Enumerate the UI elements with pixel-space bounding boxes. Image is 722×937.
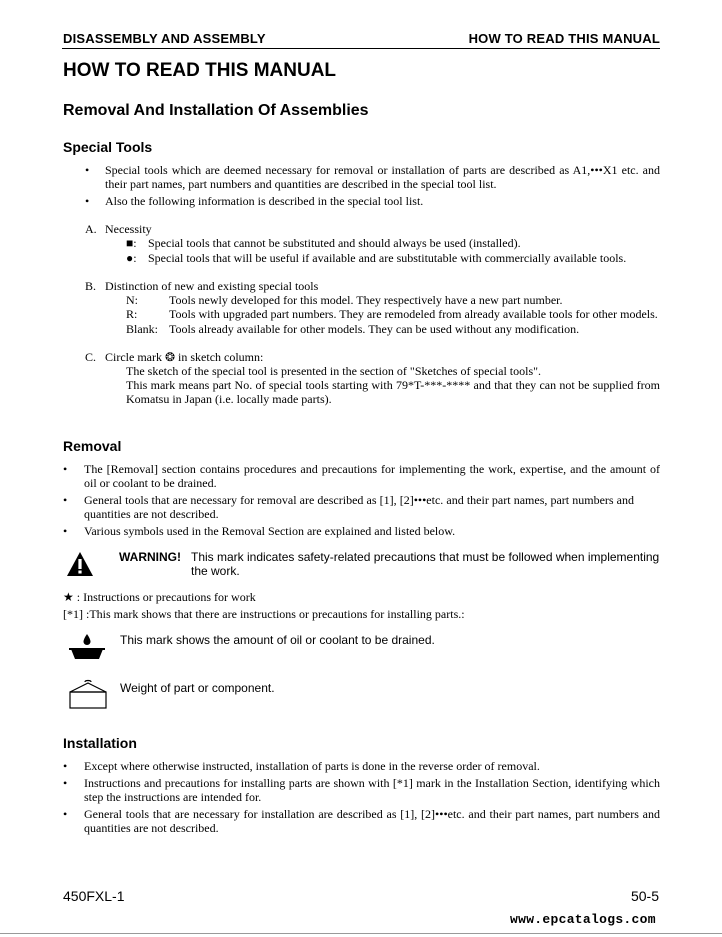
special-tools-bullet-2: Also the following information is described in the special tool list. — [105, 194, 424, 208]
ref-line: [*1] :This mark shows that there are instructions or precautions for installing parts.: — [63, 607, 465, 621]
bullet-marker: • — [85, 194, 90, 208]
star-line: ★ : Instructions or precautions for work — [63, 590, 256, 604]
bullet-marker: • — [63, 462, 68, 476]
installation-bullet-2: Instructions and precautions for installing parts are shown with [*1] mark in the Installation Section, identifying which step the instructions are intended for. — [84, 776, 660, 804]
square-mark-icon: ■: — [126, 236, 137, 250]
oil-drain-text: This mark shows the amount of oil or coolant to be drained. — [120, 633, 435, 647]
bullet-marker: • — [63, 807, 68, 821]
warning-triangle-icon — [66, 551, 94, 577]
distinction-key: N: — [126, 293, 138, 307]
installation-bullet-1: Except where otherwise instructed, installation of parts is done in the reverse order of removal. — [84, 759, 540, 773]
distinction-item: Tools with upgraded part numbers. They are remodeled from already available tools for other models. — [169, 307, 658, 321]
bullet-marker: • — [63, 759, 68, 773]
header-right: HOW TO READ THIS MANUAL — [468, 31, 660, 46]
warning-label: WARNING! — [119, 550, 181, 564]
distinction-label: Distinction of new and existing special tools — [105, 279, 319, 293]
distinction-item: Tools newly developed for this model. They respectively have a new part number. — [169, 293, 563, 307]
bullet-marker: • — [63, 776, 68, 790]
weight-icon — [68, 678, 108, 710]
circle-mark-line-1: The sketch of the special tool is presented in the section of "Sketches of special tools". — [126, 364, 542, 378]
warning-text: This mark indicates safety-related precautions that must be followed when implementing the work. — [191, 550, 660, 578]
distinction-item: Tools already available for other models. They can be used without any modification. — [169, 322, 580, 336]
circle-mark-icon: ●: — [126, 251, 137, 265]
section-title: Removal And Installation Of Assemblies — [63, 102, 369, 119]
necessity-item: Special tools that cannot be substituted and should always be used (installed). — [148, 236, 521, 250]
necessity-item: Special tools that will be useful if available and are substitutable with commercially available tools. — [148, 251, 627, 265]
header-left: DISASSEMBLY AND ASSEMBLY — [63, 31, 266, 46]
removal-bullet-2: General tools that are necessary for removal are described as [1], [2]•••etc. and their part names, part numbers and quantities are not described. — [84, 493, 634, 521]
removal-bullet-3: Various symbols used in the Removal Section are explained and listed below. — [84, 524, 456, 538]
bullet-marker: • — [63, 493, 68, 507]
special-tools-bullet-1: Special tools which are deemed necessary for removal or installation of parts are described as A1,•••X1 etc. and their part names, part numbers and quantities are described in the special tool list. — [105, 163, 660, 191]
page-title: HOW TO READ THIS MANUAL — [63, 60, 337, 81]
distinction-key: R: — [126, 307, 138, 321]
removal-heading: Removal — [63, 438, 122, 454]
header-rule — [62, 48, 660, 49]
oil-drain-icon — [68, 632, 106, 662]
bottom-rule — [0, 933, 722, 934]
removal-bullet-1: The [Removal] section contains procedures and precautions for implementing the work, expertise, and the amount of oil or coolant to be drained. — [84, 462, 660, 490]
weight-text: Weight of part or component. — [120, 681, 275, 695]
special-tools-heading: Special Tools — [63, 139, 153, 155]
list-marker-a: A. — [85, 222, 97, 236]
list-marker-b: B. — [85, 279, 97, 293]
watermark-link[interactable]: www.epcatalogs.com — [510, 912, 656, 927]
bullet-marker: • — [63, 524, 68, 538]
distinction-key: Blank: — [126, 322, 158, 336]
footer-page-number: 50-5 — [630, 888, 659, 904]
bullet-marker: • — [85, 163, 90, 177]
necessity-label: Necessity — [105, 222, 152, 236]
installation-bullet-3: General tools that are necessary for installation are described as [1], [2]•••etc. and their part names, part numbers and quantities are not described. — [84, 807, 660, 835]
footer-model: 450FXL-1 — [63, 888, 125, 904]
circle-mark-line-2: This mark means part No. of special tools starting with 79*T-***-**** and that they can not be supplied from Komatsu in Japan (i.e. locally made parts). — [126, 378, 660, 406]
list-marker-c: C. — [85, 350, 97, 364]
installation-heading: Installation — [63, 735, 137, 751]
circle-mark-label: Circle mark ❂ in sketch column: — [105, 350, 264, 364]
